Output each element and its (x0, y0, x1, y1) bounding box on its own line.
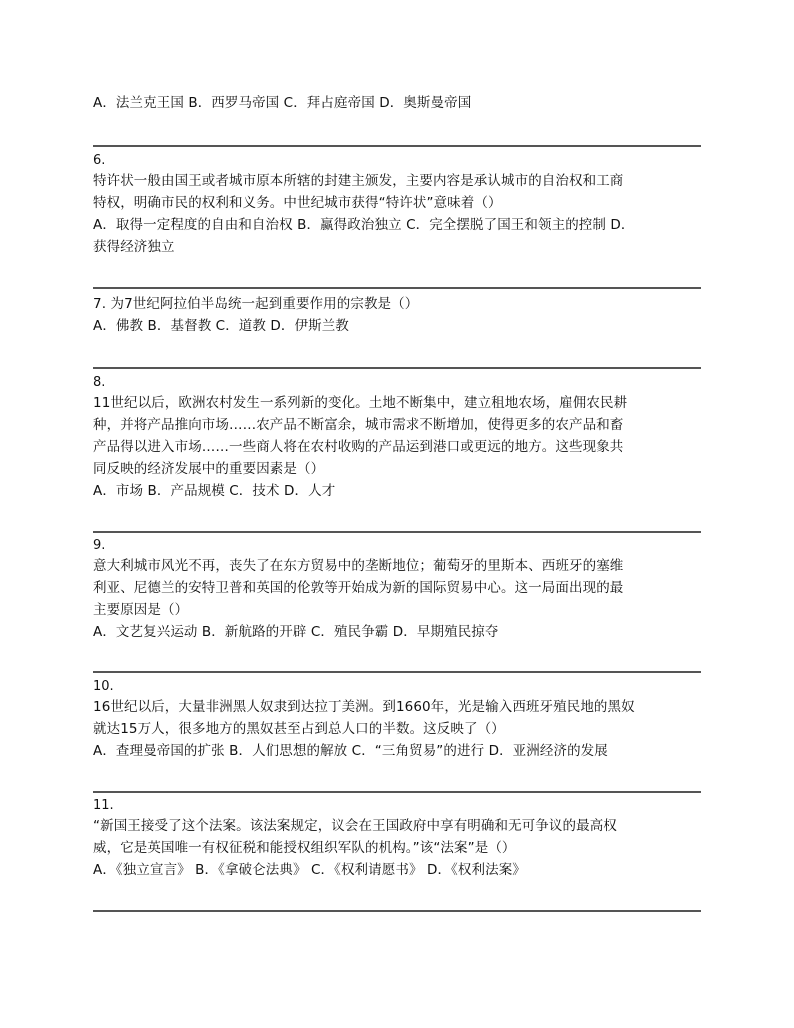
question-text-line: 主要原因是（） (93, 602, 189, 618)
question-options-line: A．佛教 B．基督教 C．道教 D．伊斯兰教 (93, 318, 349, 334)
question-6 (93, 152, 701, 258)
divider (93, 531, 701, 533)
question-text-line: 意大利城市风光不再，丧失了在东方贸易中的垄断地位；葡萄牙的里斯本、西班牙的塞维 (93, 558, 624, 574)
divider (93, 910, 701, 912)
question-7 (93, 293, 701, 337)
question-options-line: A．查理曼帝国的扩张 B．人们思想的解放 C．“三角贸易”的进行 D．亚洲经济的发展 (93, 743, 608, 759)
divider (93, 145, 701, 147)
question-text-line: 7. 为7世纪阿拉伯半岛统一起到重要作用的宗教是（） (93, 296, 419, 312)
question-text-line: 16世纪以后，大量非洲黑人奴隶到达拉丁美洲。到1660年，光是输入西班牙殖民地的黑奴 (93, 699, 635, 715)
question-5 (93, 92, 701, 114)
question-9 (93, 537, 701, 643)
question-options-line: A．《独立宣言》 B．《拿破仑法典》 C．《权利请愿书》 D．《权利法案》 (93, 862, 526, 878)
question-text-line: 就达15万人，很多地方的黑奴甚至占到总人口的半数。这反映了（） (93, 721, 505, 737)
question-number: 9. (93, 538, 106, 553)
divider (93, 791, 701, 793)
question-text-line: 产品得以进入市场……一些商人将在农村收购的产品运到港口或更远的地方。这些现象共 (93, 439, 624, 455)
question-options-line: A．取得一定程度的自由和自治权 B．赢得政治独立 C．完全摆脱了国王和领主的控制 D． (93, 217, 635, 233)
question-text-line: 特许状一般由国王或者城市原本所辖的封建主颁发，主要内容是承认城市的自治权和工商 (93, 173, 624, 189)
question-10 (93, 678, 701, 762)
question-5-options: A．法兰克王国 B．西罗马帝国 C．拜占庭帝国 D．奥斯曼帝国 (93, 95, 472, 111)
question-number: 10. (93, 679, 114, 694)
question-8 (93, 374, 701, 502)
divider (93, 367, 701, 369)
divider (93, 287, 701, 289)
question-number: 6. (93, 153, 106, 168)
question-options-line: A．文艺复兴运动 B．新航路的开辟 C．殖民争霸 D．早期殖民掠夺 (93, 624, 499, 640)
question-options-line: A．市场 B．产品规模 C．技术 D．人才 (93, 483, 336, 499)
question-text-line: “新国王接受了这个法案。该法案规定，议会在王国政府中享有明确和无可争议的最高权 (93, 818, 617, 834)
question-text-line: 种，并将产品推向市场……农产品不断富余，城市需求不断增加，使得更多的农产品和畜 (93, 417, 624, 433)
question-text-line: 同反映的经济发展中的重要因素是（） (93, 461, 325, 477)
question-text-line: 利亚、尼德兰的安特卫普和英国的伦敦等开始成为新的国际贸易中心。这一局面出现的最 (93, 580, 624, 596)
question-text-line: 威，它是英国唯一有权征税和能授权组织军队的机构。”该“法案”是（） (93, 840, 516, 856)
question-11 (93, 797, 701, 881)
question-number: 8. (93, 375, 106, 390)
question-text-line: 特权，明确市民的权利和义务。中世纪城市获得“特许状”意味着（） (93, 195, 502, 211)
question-text-line: 11世纪以后，欧洲农村发生一系列新的变化。土地不断集中，建立租地农场，雇佣农民耕 (93, 395, 628, 411)
question-options-line: 获得经济独立 (93, 239, 175, 255)
question-number: 11. (93, 798, 114, 813)
divider (93, 671, 701, 673)
